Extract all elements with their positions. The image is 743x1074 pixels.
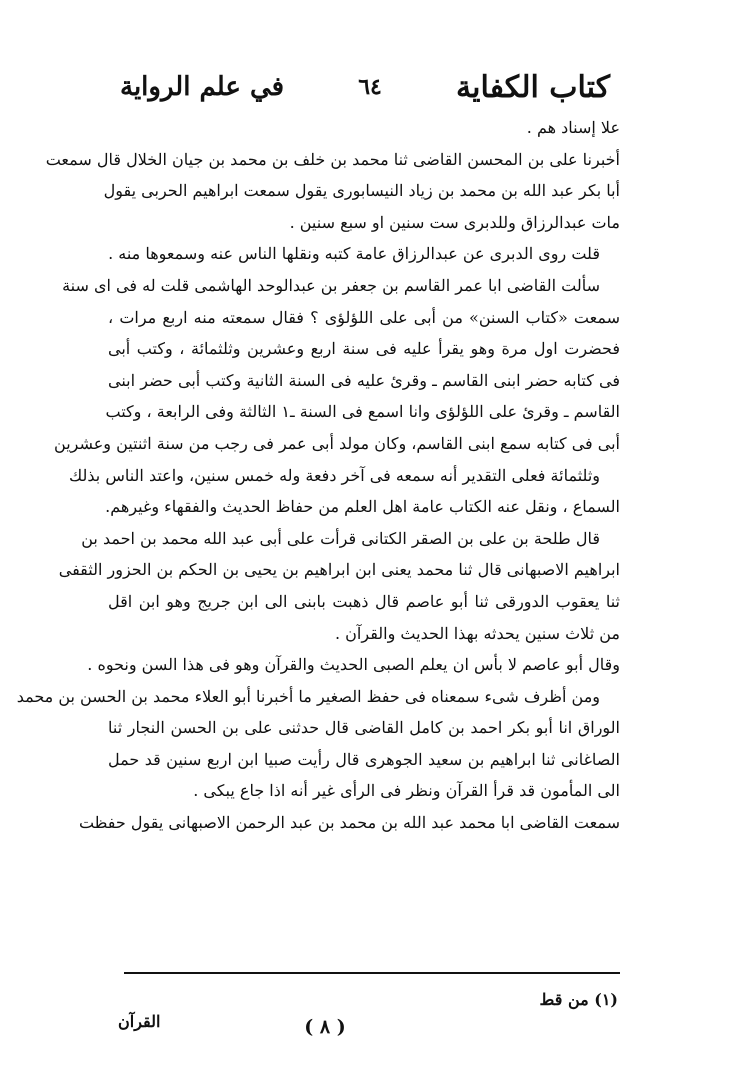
footnote-divider xyxy=(124,972,620,974)
signature-number: ( ٨ ) xyxy=(304,1016,346,1038)
footnote: (١) من قط xyxy=(539,990,618,1009)
text-line: ثنا يعقوب الدورقى ثنا أبو عاصم قال ذهبت بابنى الى ابن جريج وهو ابن اقل xyxy=(108,591,620,611)
text-line: مات عبدالرزاق وللدبرى ست سنين او سبع سنين . xyxy=(289,212,620,232)
text-line: سمعت القاضى ابا محمد عبد الله بن محمد بن عبد الرحمن الاصبهانى يقول حفظت xyxy=(78,813,620,833)
text-line: فحضرت اول مرة وهو يقرأ عليه فى سنة اربع وعشرين وثلثمائة ، وكتب أبى xyxy=(108,339,620,359)
text-line: ابراهيم الاصبهانى قال ثنا محمد يعنى ابن ابراهيم بن يحيى بن الحكم بن الحزور الثقفى xyxy=(58,560,620,580)
text-line: السماع ، ونقل عنه الكتاب عامة اهل العلم من حفاظ الحديث والفقهاء وغيرهم. xyxy=(105,497,620,517)
book-title: كتاب الكفاية xyxy=(456,69,610,105)
text-line: قال طلحة بن على بن الصقر الكتانى قرأت على أبى عبد الله محمد بن احمد بن xyxy=(81,528,600,548)
text-line: الوراق انا أبو بكر احمد بن كامل القاضى قال حدثنى على بن الحسن النجار ثنا xyxy=(108,718,620,738)
text-line: وقال أبو عاصم لا بأس ان يعلم الصبى الحديث والقرآن وهو فى هذا السن ونحوه . xyxy=(87,655,620,675)
page-number: ٦٤ xyxy=(358,74,382,100)
text-line: أبا بكر عبد الله بن محمد بن زياد النيسابورى يقول سمعت ابراهيم الحربى يقول xyxy=(103,181,620,201)
text-line: سألت القاضى ابا عمر القاسم بن جعفر بن عبدالوحد الهاشمى قلت له فى اى سنة xyxy=(62,275,600,295)
text-line: الصاغانى ثنا ابراهيم بن سعيد الجوهرى قال رأيت صبيا ابن اربع سنين قد حمل xyxy=(108,749,620,769)
text-line: القاسم ـ وقرئ على اللؤلؤى وانا اسمع فى السنة ـ١ الثالثة وفى الرابعة ، وكتب xyxy=(105,402,620,422)
text-line: علا إسناد هم . xyxy=(526,118,620,137)
book-subtitle: في علم الرواية xyxy=(120,72,285,102)
text-line: سمعت «كتاب السنن» من أبى على اللؤلؤى ؟ فقال سمعته منه اربع مرات ، xyxy=(108,307,620,327)
text-line: ومن أظرف شىء سمعناه فى حفظ الصغير ما أخبرنا أبو العلاء محمد بن الحسن بن محمد xyxy=(16,686,600,706)
page-header xyxy=(120,62,610,112)
text-line: الى المأمون قد قرأ القرآن ونظر فى الرأى غير أنه اذا جاع يبكى . xyxy=(193,781,620,801)
text-line: أبى فى كتابه سمع ابنى القاسم، وكان مولد أبى عمر فى رجب من سنة اثنتين وعشرين xyxy=(54,433,620,453)
catchword: القرآن xyxy=(118,1012,161,1031)
text-line: من ثلاث سنين يحدثه بهذا الحديث والقرآن . xyxy=(335,623,620,643)
text-line: وثلثمائة فعلى التقدير أنه سمعه فى آخر دفعة وله خمس سنين، واعتد الناس بذلك xyxy=(69,465,600,485)
body-text xyxy=(16,112,620,839)
text-line: قلت روى الدبرى عن عبدالرزاق عامة كتبه ونقلها الناس عنه وسمعوها منه . xyxy=(108,244,600,264)
text-line: فى كتابه حضر ابنى القاسم ـ وقرئ عليه فى السنة الثانية وكتب أبى حضر ابنى xyxy=(108,370,620,390)
text-line: أخبرنا على بن المحسن القاضى ثنا محمد بن خلف بن محمد بن جيان الخلال قال سمعت xyxy=(45,149,620,169)
